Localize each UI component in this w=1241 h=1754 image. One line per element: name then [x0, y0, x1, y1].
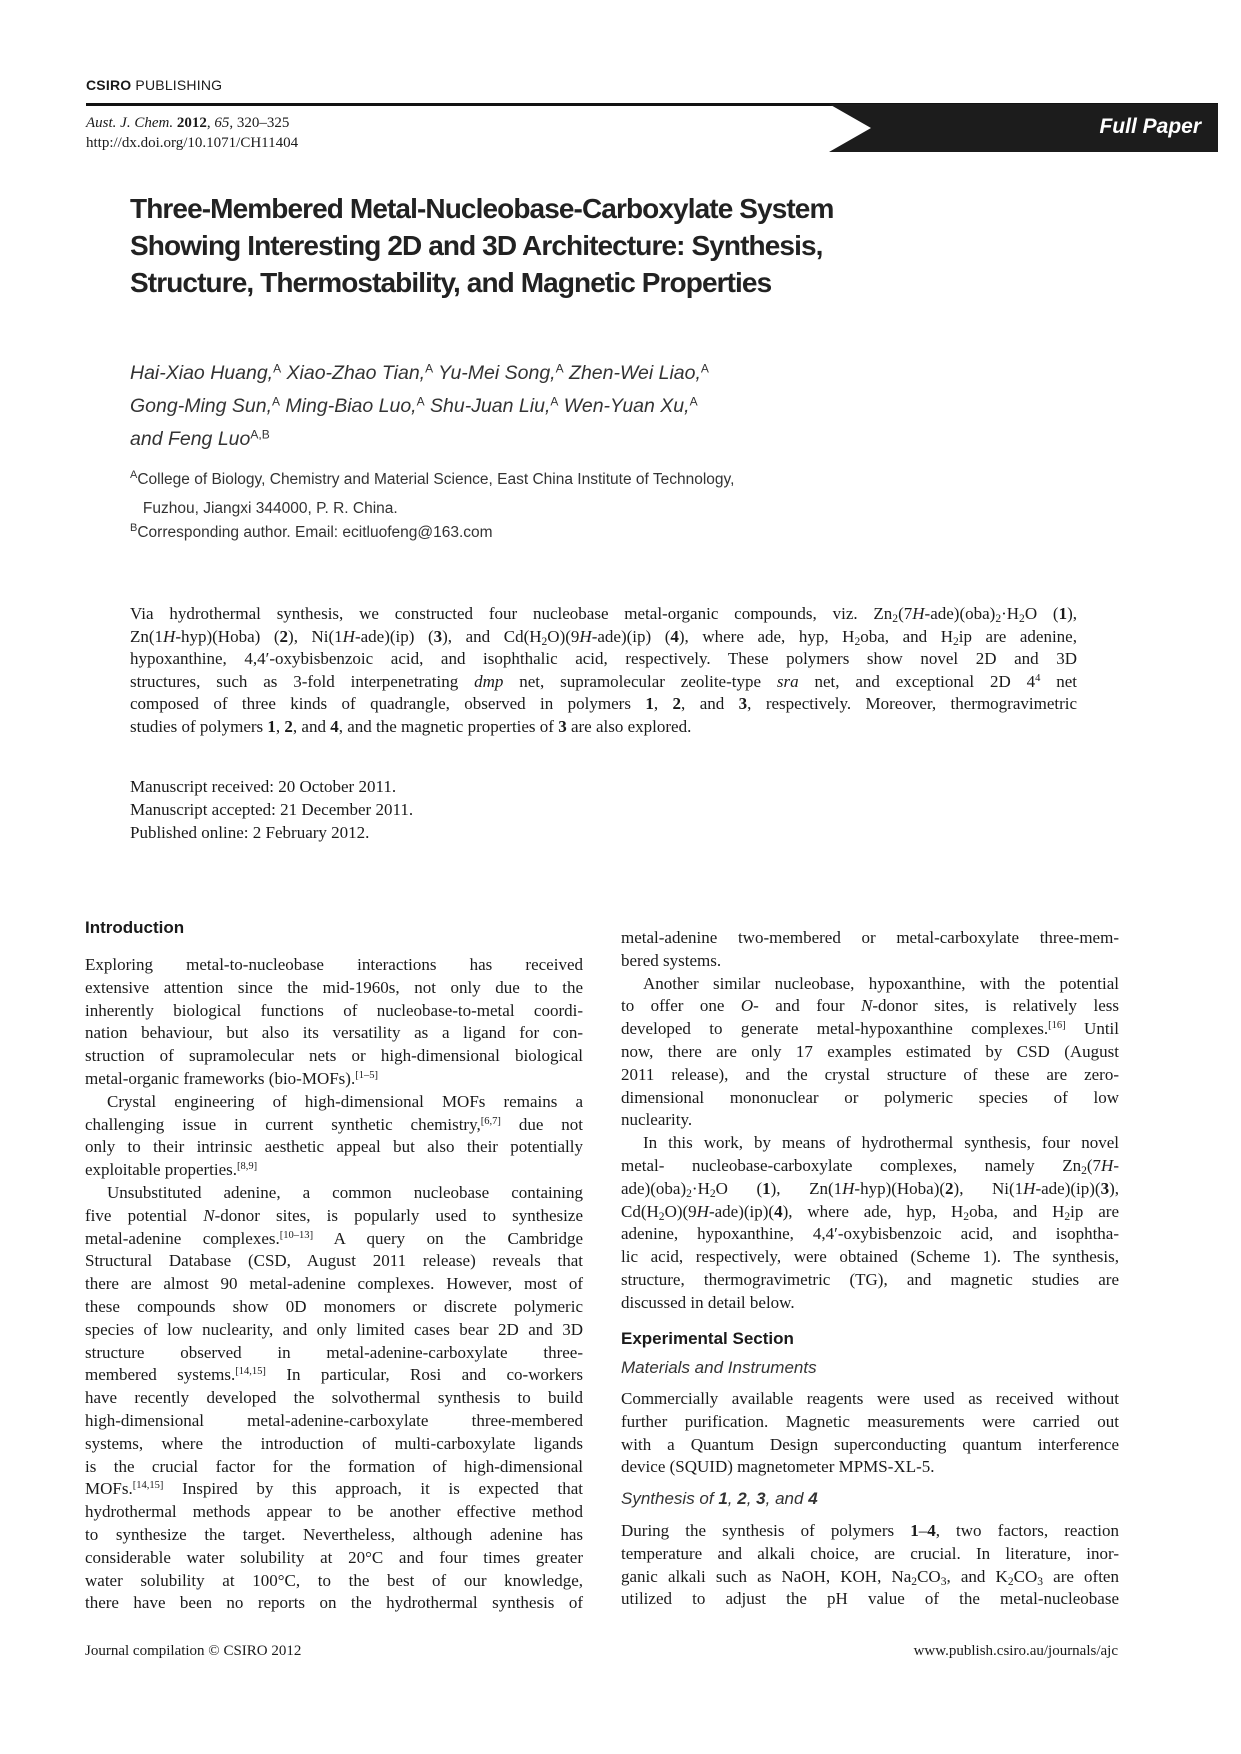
- text-line: five potential N-donor sites, is popularly used to synthesize: [85, 1205, 583, 1225]
- formatted-text: 1: [910, 1521, 919, 1540]
- formatted-text: 2: [1007, 1574, 1014, 1588]
- text-line: In this work, by means of hydrothermal synthesis, four novel: [643, 1133, 1119, 1153]
- author-list: [130, 360, 709, 459]
- text-line: device (SQUID) magnetometer MPMS-XL-5.: [621, 1457, 935, 1477]
- formatted-text: 2: [952, 634, 959, 648]
- text-line: only to their intrinsic aesthetic appeal but also their potentially: [85, 1137, 583, 1157]
- manuscript-dates: [130, 775, 413, 844]
- formatted-text: 4: [774, 1201, 783, 1221]
- text-line: there have been no reports on the hydrothermal synthesis of: [85, 1593, 583, 1613]
- text-line: developed to generate metal-hypoxanthine complexes.[16] Until: [621, 1019, 1119, 1039]
- formatted-text: 3: [940, 1574, 947, 1588]
- formatted-text: [16]: [1048, 1020, 1066, 1032]
- formatted-text: A: [273, 361, 282, 376]
- formatted-text: A: [425, 361, 434, 376]
- text-line: nuclearity.: [621, 1110, 693, 1130]
- formatted-text: 2: [541, 634, 548, 648]
- text-line: challenging issue in current synthetic chemistry,[6,7] due not: [85, 1114, 583, 1134]
- text-line: Gong-Ming Sun,$^A$ Ming-Biao Luo,$^A$ Shu-Juan Liu,$^A$ Wen-Yuan Xu,$^A$: [130, 394, 698, 417]
- text-line: considerable water solubility at 20°C and four times greater: [85, 1547, 583, 1567]
- title-line: Structure, Thermostability, and Magnetic Properties: [130, 267, 772, 298]
- introduction-text: [85, 954, 583, 1615]
- formatted-text: 2: [709, 1186, 716, 1200]
- formatted-text: 4: [927, 1521, 936, 1540]
- text-line: temperature and alkali choice, are crucial. In literature, inor-: [621, 1543, 1119, 1563]
- formatted-text: 2: [284, 716, 293, 736]
- text-line: dimensional mononuclear or polymeric species of low: [621, 1087, 1119, 1107]
- text-line: Via hydrothermal synthesis, we constructed four nucleobase metal-organic compounds, viz. $Zn_2(7H-ade)(oba)_2\cdot H_2O$ (1),: [130, 604, 1077, 625]
- text-line: Another similar nucleobase, hypoxanthine, with the potential: [643, 973, 1119, 993]
- text-line: these compounds show 0D monomers or discrete polymeric: [85, 1296, 583, 1316]
- formatted-text: B: [130, 521, 138, 534]
- journal-name: Aust. J. Chem.: [86, 115, 174, 131]
- formatted-text: N: [861, 996, 873, 1016]
- text-line: systems, where the introduction of multi-carboxylate ligands: [85, 1433, 583, 1453]
- formatted-text: 1: [1058, 604, 1068, 623]
- text-line: exploitable properties.[8,9]: [85, 1160, 258, 1180]
- text-line: and Feng Luo$^{A,B}$: [130, 427, 270, 450]
- formatted-text: sra: [776, 671, 799, 691]
- text-line: to synthesize the target. Nevertheless, although adenine has: [85, 1524, 583, 1544]
- subsection-heading-materials: Materials and Instruments: [621, 1358, 817, 1377]
- formatted-text: A,B: [250, 427, 270, 442]
- formatted-text: N: [203, 1205, 215, 1225]
- formatted-text: 2: [672, 694, 682, 714]
- formatted-text: A: [416, 394, 425, 409]
- formatted-text: [6,7]: [480, 1115, 501, 1127]
- formatted-text: 4: [808, 1489, 818, 1508]
- formatted-text: 2: [737, 1489, 747, 1508]
- formatted-text: 2: [945, 1178, 954, 1198]
- formatted-text: 2: [1064, 1209, 1071, 1223]
- formatted-text: [8,9]: [237, 1161, 258, 1173]
- text-line: discussed in detail below.: [621, 1292, 795, 1312]
- formatted-text: A: [689, 394, 698, 409]
- text-line: Structural Database (CSD, August 2011 release) reveals that: [85, 1251, 583, 1271]
- text-line: there are almost 90 metal-adenine complexes. However, most of: [85, 1274, 583, 1294]
- text-line: hypoxanthine, 4,4′-oxybisbenzoic acid, and isophthalic acid, respectively. These polymers show novel 2D and 3D: [130, 649, 1077, 669]
- title-line: Three-Membered Metal-Nucleobase-Carboxylate System: [130, 193, 834, 224]
- affiliations: [130, 468, 734, 550]
- formatted-text: A: [130, 468, 138, 481]
- footer-copyright: Journal compilation © CSIRO 2012: [85, 1643, 302, 1659]
- text-line: to offer one O- and four N-donor sites, is relatively less: [621, 996, 1120, 1016]
- text-line: Hai-Xiao Huang,$^A$ Xiao-Zhao Tian,$^A$ Yu-Mei Song,$^A$ Zhen-Wei Liao,$^A$: [130, 361, 709, 384]
- text-line: hydrothermal methods appear to be another effective method: [85, 1502, 583, 1522]
- formatted-text: H: [1101, 1155, 1114, 1175]
- abstract: [130, 603, 1077, 739]
- date-received: Manuscript received: 20 October 2011.: [130, 777, 397, 796]
- formatted-text: 2: [686, 1186, 692, 1200]
- formatted-text: 1: [718, 1489, 728, 1508]
- formatted-text: H: [842, 1178, 855, 1198]
- text-line: $Cd(H_2O)(9H-ade)(ip)(4)$, where ade, hyp, $H_2oba$, and $H_2ip$ are: [621, 1201, 1119, 1223]
- formatted-text: 2: [1081, 1163, 1087, 1177]
- formatted-text: [1–5]: [355, 1070, 379, 1082]
- formatted-text: H: [912, 604, 925, 623]
- text-line: $^A$College of Biology, Chemistry and Material Science, East China Institute of Technology,: [130, 468, 735, 488]
- text-line: $^B$Corresponding author. Email: ecitluofeng@163.com: [130, 521, 493, 541]
- formatted-text: A: [272, 394, 281, 409]
- publisher-name: [86, 77, 222, 93]
- text-line: lic acid, respectively, were obtained (Scheme 1). The synthesis,: [621, 1247, 1119, 1267]
- text-line: 2011 release), and the crystal structure of these are zero-: [621, 1064, 1119, 1084]
- formatted-text: 1: [645, 694, 654, 714]
- text-line: metal-adenine two-membered or metal-carboxylate three-mem-: [621, 928, 1119, 947]
- text-line: water solubility at 100°C, to the best of our knowledge,: [85, 1570, 583, 1590]
- date-published: Published online: 2 February 2012.: [130, 823, 370, 842]
- text-line: high-dimensional metal-adenine-carboxylate three-membered: [85, 1410, 583, 1430]
- doi-link[interactable]: http://dx.doi.org/10.1071/CH11404: [86, 135, 299, 151]
- introduction-text-continued: [621, 927, 1119, 1315]
- pages: 320–325: [236, 115, 290, 131]
- text-line: now, there are only 17 examples estimated by CSD (August: [621, 1041, 1119, 1061]
- formatted-text: O: [740, 996, 754, 1016]
- formatted-text: [10–13]: [279, 1229, 314, 1241]
- publisher-rest: PUBLISHING: [131, 77, 223, 93]
- formatted-text: 3: [558, 716, 567, 736]
- formatted-text: H: [1023, 1178, 1036, 1198]
- formatted-text: 2: [1019, 611, 1025, 625]
- text-line: further purification. Magnetic measurements were carried out: [621, 1411, 1119, 1431]
- formatted-text: 1: [267, 716, 276, 736]
- formatted-text: 2: [279, 626, 289, 646]
- formatted-text: 2: [963, 1209, 970, 1223]
- title-line: Showing Interesting 2D and 3D Architecture: Synthesis,: [130, 230, 823, 261]
- formatted-text: H: [163, 626, 176, 646]
- text-line: nation behaviour, but also its versatility as a ligand for con-: [85, 1023, 583, 1043]
- synthesis-text: [621, 1520, 1119, 1611]
- text-line: $ade)(oba)_2\cdot H_2O$ (1), Zn(1H-hyp)(Hoba)(2), Ni(1H-ade)(ip)(3),: [621, 1178, 1119, 1200]
- text-line: Unsubstituted adenine, a common nucleobase containing: [107, 1182, 583, 1202]
- paper-title: [130, 190, 833, 301]
- text-line: structure, thermogravimetric (TG), and magnetic studies are: [621, 1269, 1119, 1289]
- text-line: Zn(1H-hyp)(Hoba) (2), Ni(1H-ade)(ip) (3), and $Cd(H_2O)(9H-ade)(ip)$ (4), where ade, hyp, $H_2oba$, and $H_2ip$ are adenine,: [130, 626, 1077, 648]
- text-line: Exploring metal-to-nucleobase interactions has received: [85, 955, 583, 974]
- text-line: inherently biological functions of nucleobase-to-metal coordi-: [85, 1000, 583, 1020]
- formatted-text: 2: [911, 1574, 918, 1588]
- text-line: is the crucial factor for the formation of high-dimensional: [85, 1456, 583, 1476]
- citation: Aust. J. Chem. 2012, 65, 320–325 http://dx.doi.org/10.1071/CH11404: [86, 115, 299, 151]
- text-line: structures, such as 3-fold interpenetrating dmp net, supramolecular zeolite-type sra net, and exceptional 2D $4^4$ net: [130, 671, 1078, 691]
- text-line: Fuzhou, Jiangxi 344000, P. R. China.: [130, 499, 398, 517]
- subsection-heading-synthesis: Synthesis of 1, 2, 3, and 4: [621, 1489, 818, 1508]
- materials-text: [621, 1388, 1119, 1479]
- formatted-text: dmp: [474, 671, 504, 691]
- formatted-text: 3: [433, 626, 443, 646]
- formatted-text: 3: [1037, 1574, 1044, 1588]
- formatted-text: H: [696, 1201, 709, 1221]
- text-line: Commercially available reagents were used as received without: [621, 1389, 1119, 1408]
- formatted-text: [14,15]: [235, 1366, 266, 1378]
- formatted-text: 2: [995, 611, 1002, 625]
- section-heading-introduction: Introduction: [85, 918, 185, 937]
- text-line: MOFs.[14,15] Inspired by this approach, it is expected that: [85, 1479, 583, 1499]
- text-line: with a Quantum Design superconducting quantum interference: [621, 1434, 1119, 1454]
- text-line: membered systems.[14,15] In particular, Rosi and co-workers: [85, 1365, 583, 1385]
- year: 2012: [176, 115, 207, 131]
- text-line: have recently developed the solvothermal synthesis to build: [85, 1388, 583, 1408]
- text-line: metal-organic frameworks (bio-MOFs).[1–5]: [85, 1068, 379, 1088]
- text-line: extensive attention since the mid-1960s, not only due to the: [85, 977, 583, 997]
- text-line: species of low nuclearity, and only limited cases bear 2D and 3D: [85, 1319, 583, 1339]
- formatted-text: [14,15]: [132, 1480, 164, 1492]
- text-line: struction of supramolecular nets or high-dimensional biological: [85, 1046, 583, 1066]
- formatted-text: 2: [854, 634, 861, 648]
- formatted-text: 3: [1100, 1178, 1110, 1198]
- footer-url[interactable]: www.publish.csiro.au/journals/ajc: [913, 1643, 1118, 1659]
- text-line: structure observed in metal-adenine-carboxylate three-: [85, 1342, 583, 1362]
- text-line: bered systems.: [621, 950, 722, 970]
- formatted-text: 4: [1035, 672, 1041, 684]
- text-line: adenine, hypoxanthine, 4,4′-oxybisbenzoic acid, and isophtha-: [621, 1224, 1119, 1244]
- text-line: Crystal engineering of high-dimensional MOFs remains a: [107, 1091, 583, 1111]
- formatted-text: A: [700, 361, 709, 376]
- article-type-label: Full Paper: [1099, 115, 1201, 138]
- publisher-bold: CSIRO: [86, 77, 132, 93]
- volume: 65: [214, 115, 230, 131]
- formatted-text: 2: [892, 611, 899, 625]
- formatted-text: A: [550, 394, 559, 409]
- date-accepted: Manuscript accepted: 21 December 2011.: [130, 800, 414, 819]
- text-line: During the synthesis of polymers 1–4, two factors, reaction: [621, 1521, 1119, 1540]
- formatted-text: H: [342, 626, 355, 646]
- text-line: metal-adenine complexes.[10–13] A query on the Cambridge: [85, 1228, 583, 1248]
- formatted-text: H: [579, 626, 592, 646]
- formatted-text: 4: [670, 626, 679, 646]
- formatted-text: 2: [658, 1209, 665, 1223]
- text-line: utilized to adjust the pH value of the metal-nucleobase: [621, 1589, 1119, 1609]
- text-line: composed of three kinds of quadrangle, observed in polymers 1, 2, and 3, respectively. Moreover, thermogravimetric: [130, 694, 1078, 714]
- text-line: ganic alkali such as NaOH, KOH, $Na_2CO_3$, and $K_2CO_3$ are often: [621, 1566, 1119, 1588]
- formatted-text: 4: [330, 716, 339, 736]
- formatted-text: A: [555, 361, 564, 376]
- formatted-text: 1: [762, 1178, 771, 1198]
- text-line: metal- nucleobase-carboxylate complexes, namely $Zn_2(7H-$: [621, 1155, 1119, 1177]
- formatted-text: 3: [738, 694, 748, 714]
- section-heading-experimental: Experimental Section: [621, 1329, 794, 1348]
- text-line: studies of polymers 1, 2, and 4, and the magnetic properties of 3 are also explored.: [130, 716, 692, 736]
- formatted-text: 3: [756, 1489, 766, 1508]
